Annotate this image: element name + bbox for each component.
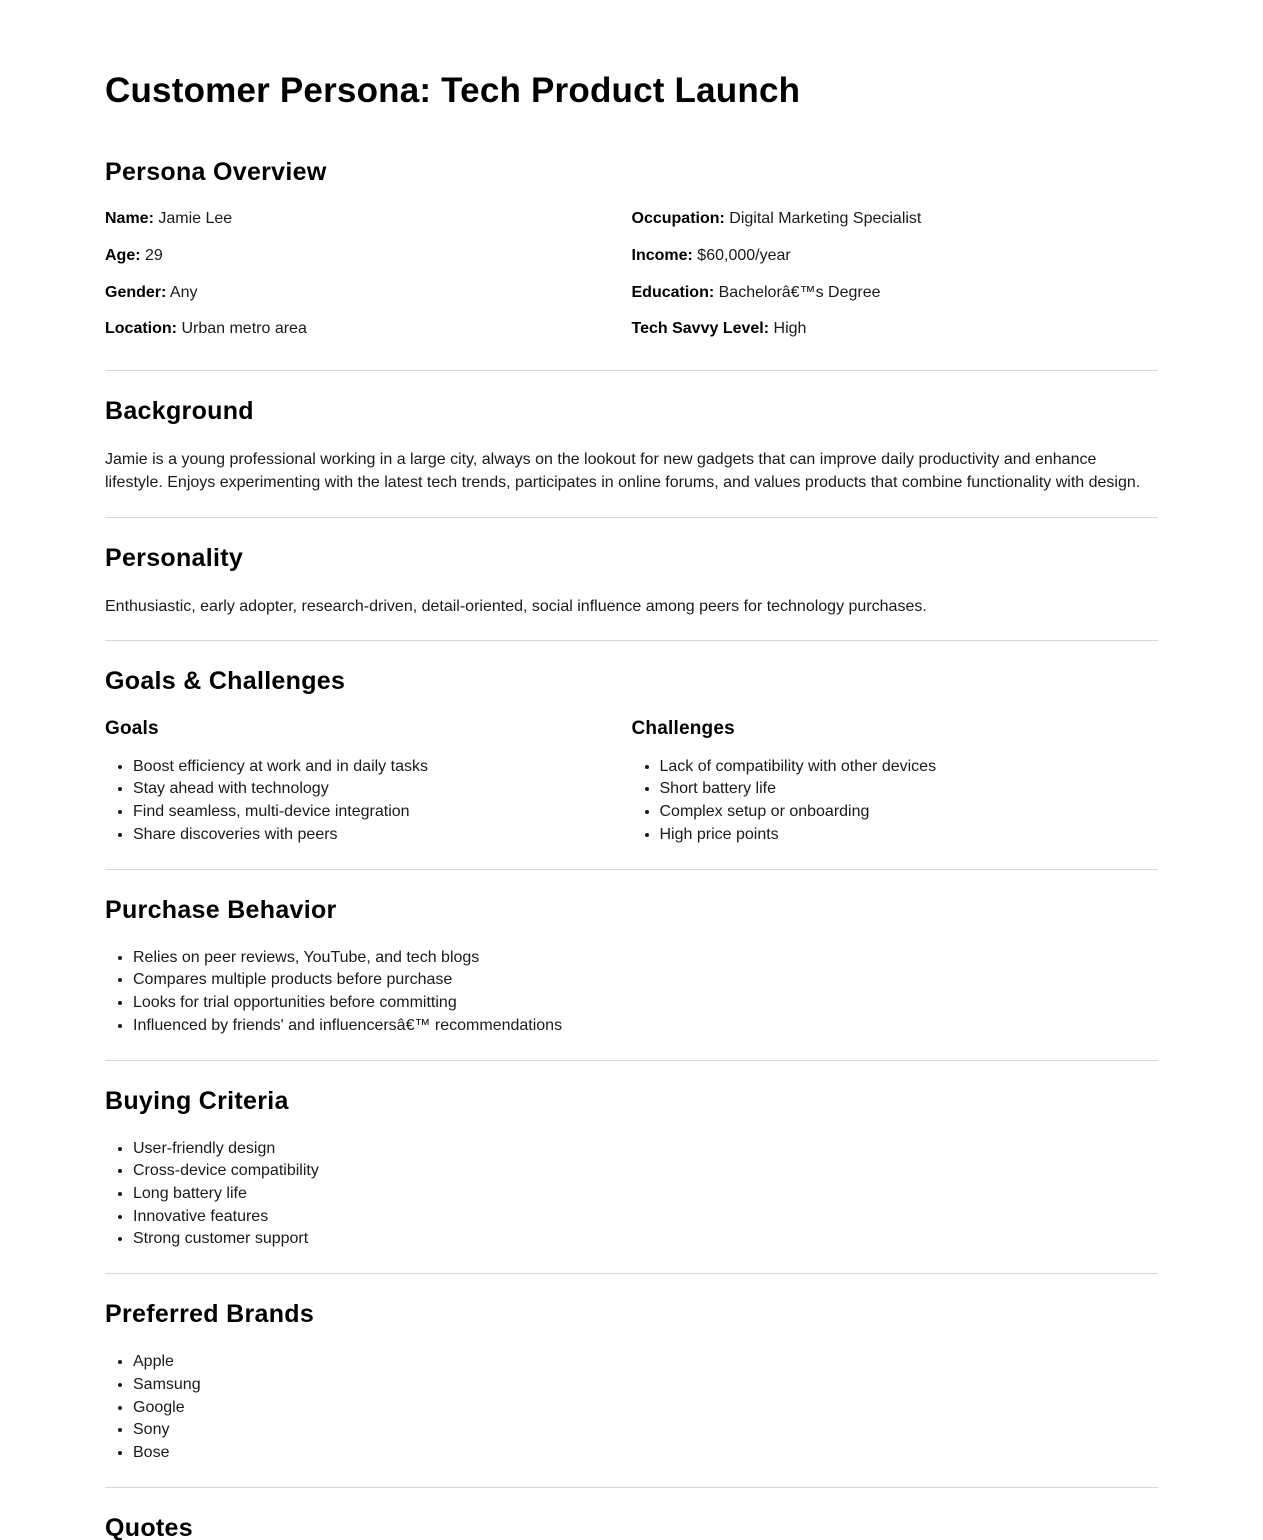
field-tech-savvy-level-value: High — [773, 320, 807, 338]
goals-challenges-grid — [105, 718, 1158, 847]
goals-column — [105, 718, 632, 847]
field-tech-savvy-level-label: Tech Savvy Level: — [631, 320, 770, 338]
subsection-heading-challenges: Challenges — [631, 717, 735, 739]
section-heading-personality: Personality — [105, 543, 244, 572]
background-text: Jamie is a young professional working in a large city, always on the lookout for new gadgets that can improve daily productivity and enhance lifestyle. Enjoys experimenting with the latest tech trends, participates in online forums, and values products that combine functionality with design. — [105, 451, 1141, 492]
challenges-list — [632, 756, 1159, 847]
page-title: Customer Persona: Tech Product Launch — [105, 71, 801, 110]
personality-text: Enthusiastic, early adopter, research-driven, detail-oriented, social influence among peers for technology purchases. — [105, 597, 927, 615]
field-gender — [105, 283, 632, 304]
list-item: • Apple — [133, 1351, 1158, 1374]
section-divider — [105, 1487, 1158, 1488]
subsection-heading-goals: Goals — [105, 717, 159, 739]
field-income-value: $60,000/year — [697, 246, 791, 264]
list-item: • Lack of compatibility with other devices — [660, 756, 1159, 779]
persona-overview-right-column — [632, 209, 1159, 356]
section-personality — [105, 544, 1158, 640]
section-preferred-brands — [105, 1300, 1158, 1487]
section-divider — [105, 370, 1158, 371]
field-income — [632, 246, 1159, 267]
section-divider — [105, 517, 1158, 518]
list-item: • Looks for trial opportunities before committing — [133, 992, 1158, 1015]
section-next-clipped — [105, 1514, 1158, 1540]
field-education — [632, 283, 1159, 304]
section-background — [105, 397, 1158, 516]
list-item: • Cross-device compatibility — [133, 1160, 1158, 1183]
list-item: • Sony — [133, 1419, 1158, 1442]
field-occupation — [632, 209, 1159, 230]
field-age-label: Age: — [105, 246, 141, 264]
section-purchase-behavior — [105, 896, 1158, 1060]
field-gender-label: Gender: — [105, 283, 167, 301]
list-item: • Samsung — [133, 1374, 1158, 1397]
list-item: • Find seamless, multi-device integration — [133, 801, 632, 824]
section-persona-overview — [105, 158, 1158, 370]
list-item: • Compares multiple products before purchase — [133, 969, 1158, 992]
section-divider — [105, 640, 1158, 641]
list-item: • Bose — [133, 1442, 1158, 1465]
section-heading-persona-overview: Persona Overview — [105, 158, 327, 186]
field-location-value: Urban metro area — [181, 320, 307, 338]
list-item: • Short battery life — [660, 778, 1159, 801]
section-buying-criteria — [105, 1087, 1158, 1274]
persona-overview-left-column — [105, 209, 632, 356]
purchase-behavior-list — [105, 947, 1158, 1038]
list-item: • Complex setup or onboarding — [660, 801, 1159, 824]
goals-list — [105, 756, 632, 847]
list-item: • Stay ahead with technology — [133, 778, 632, 801]
section-heading-purchase-behavior: Purchase Behavior — [105, 895, 337, 924]
field-location-label: Location: — [105, 320, 177, 338]
field-name-label: Name: — [105, 210, 154, 227]
field-tech-savvy-level — [632, 319, 1159, 340]
field-name-value: Jamie Lee — [158, 210, 233, 227]
field-occupation-label: Occupation: — [631, 210, 725, 227]
field-location — [105, 319, 632, 340]
section-heading-preferred-brands: Preferred Brands — [105, 1300, 315, 1329]
section-heading-next: Quotes — [105, 1513, 193, 1540]
list-item: • Boost efficiency at work and in daily tasks — [133, 756, 632, 779]
field-education-label: Education: — [631, 283, 715, 301]
field-age-value: 29 — [145, 246, 163, 264]
section-divider — [105, 1273, 1158, 1274]
section-heading-buying-criteria: Buying Criteria — [105, 1086, 289, 1115]
section-divider — [105, 1060, 1158, 1061]
buying-criteria-list — [105, 1138, 1158, 1252]
section-goals-challenges — [105, 667, 1158, 869]
field-income-label: Income: — [631, 246, 693, 264]
persona-overview-grid — [105, 209, 1158, 356]
list-item: • User-friendly design — [133, 1138, 1158, 1161]
list-item: • High price points — [660, 824, 1159, 847]
list-item: • Share discoveries with peers — [133, 824, 632, 847]
preferred-brands-list — [105, 1351, 1158, 1465]
list-item: • Innovative features — [133, 1206, 1158, 1229]
challenges-column — [632, 718, 1159, 847]
list-item: • Strong customer support — [133, 1228, 1158, 1251]
section-divider — [105, 869, 1158, 870]
field-name — [105, 209, 632, 230]
field-occupation-value: Digital Marketing Specialist — [729, 210, 922, 227]
list-item: • Relies on peer reviews, YouTube, and tech blogs — [133, 947, 1158, 970]
list-item: • Influenced by friends' and influencersâ€™ recommendations — [133, 1015, 1158, 1038]
list-item: • Google — [133, 1397, 1158, 1420]
field-education-value: Bachelorâ€™s Degree — [718, 283, 881, 301]
list-item: • Long battery life — [133, 1183, 1158, 1206]
field-gender-value: Any — [169, 283, 198, 301]
section-heading-goals-challenges: Goals & Challenges — [105, 666, 346, 695]
section-heading-background: Background — [105, 397, 254, 426]
field-age — [105, 246, 632, 267]
